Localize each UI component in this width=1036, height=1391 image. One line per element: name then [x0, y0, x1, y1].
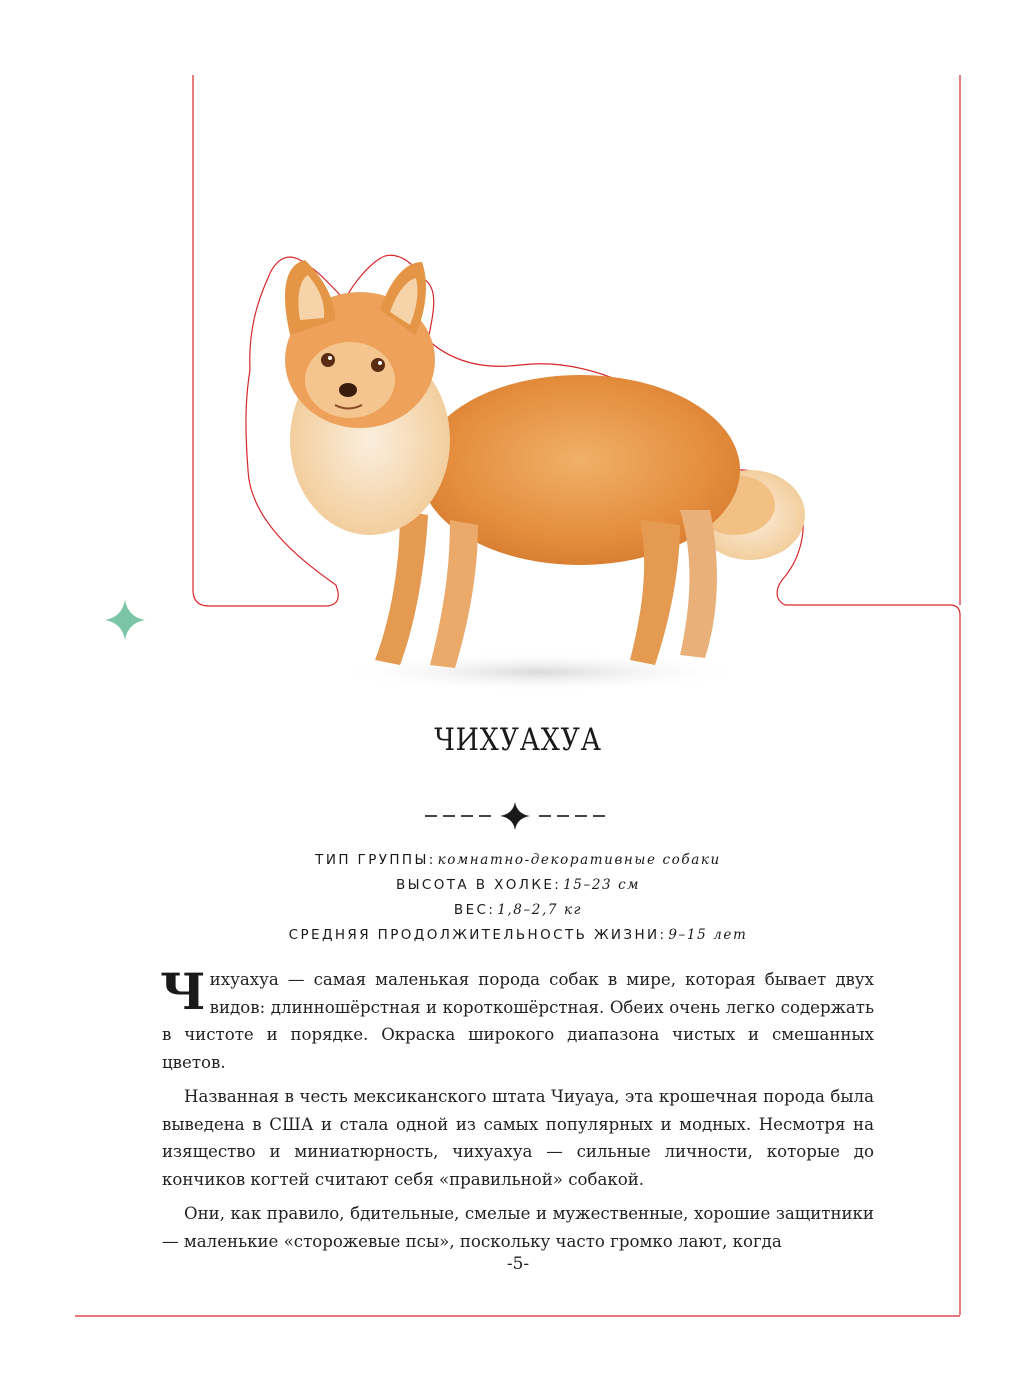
spec-label: СРЕДНЯЯ ПРОДОЛЖИТЕЛЬНОСТЬ ЖИЗНИ [288, 927, 660, 943]
paragraph [160, 962, 874, 1076]
spec-value: комнатно-декоративные собаки [437, 852, 721, 868]
spec-lifespan: СРЕДНЯЯ ПРОДОЛЖИТЕЛЬНОСТЬ ЖИЗНИ: 9–15 лет [288, 927, 748, 943]
spec-label: ТИП ГРУППЫ [315, 852, 429, 868]
breed-title: ЧИХУАХУА [434, 722, 602, 758]
spec-value: 15–23 см [563, 877, 641, 893]
article-body [160, 962, 874, 1262]
page-number: -5- [506, 1254, 530, 1274]
spec-label: ВЫСОТА В ХОЛКЕ [395, 877, 555, 893]
title-divider-ornament [420, 800, 610, 832]
paragraph: Названная в честь мексиканского штата Чиуауа, эта крошечная порода была выведена в США и стала одной из самых популярных и модных. Несмотря на изящество и миниатюрность, чихуахуа — сильные личности, которые до кончиков когтей считают себя «правильной» собакой. [162, 1087, 874, 1189]
chihuahua-illustration [250, 240, 810, 700]
breed-specs [0, 848, 1036, 948]
spec-label: ВЕС [453, 902, 489, 918]
spec-height: ВЫСОТА В ХОЛКЕ: 15–23 см [395, 877, 641, 893]
paragraph-text: ихуахуа — самая маленькая порода собак в мире, которая бывает двух видов: длинношёрстная и короткошёрстная. Обеих очень легко содержать в чистоте и порядке. Окраска широкого диапазона чистых и смешанных цветов. [162, 970, 874, 1072]
spec-value: 9–15 лет [668, 927, 748, 943]
paragraph: Они, как правило, бдительные, смелые и мужественные, хорошие защитники — маленькие «сторожевые псы», поскольку часто громко лают, когда [162, 1204, 874, 1251]
spec-weight: ВЕС: 1,8–2,7 кг [453, 902, 583, 918]
spec-group-type: ТИП ГРУППЫ: комнатно-декоративные собаки [315, 852, 721, 868]
sparkle-star-icon [105, 600, 145, 640]
spec-value: 1,8–2,7 кг [497, 902, 583, 918]
drop-cap: Ч [160, 962, 206, 1021]
